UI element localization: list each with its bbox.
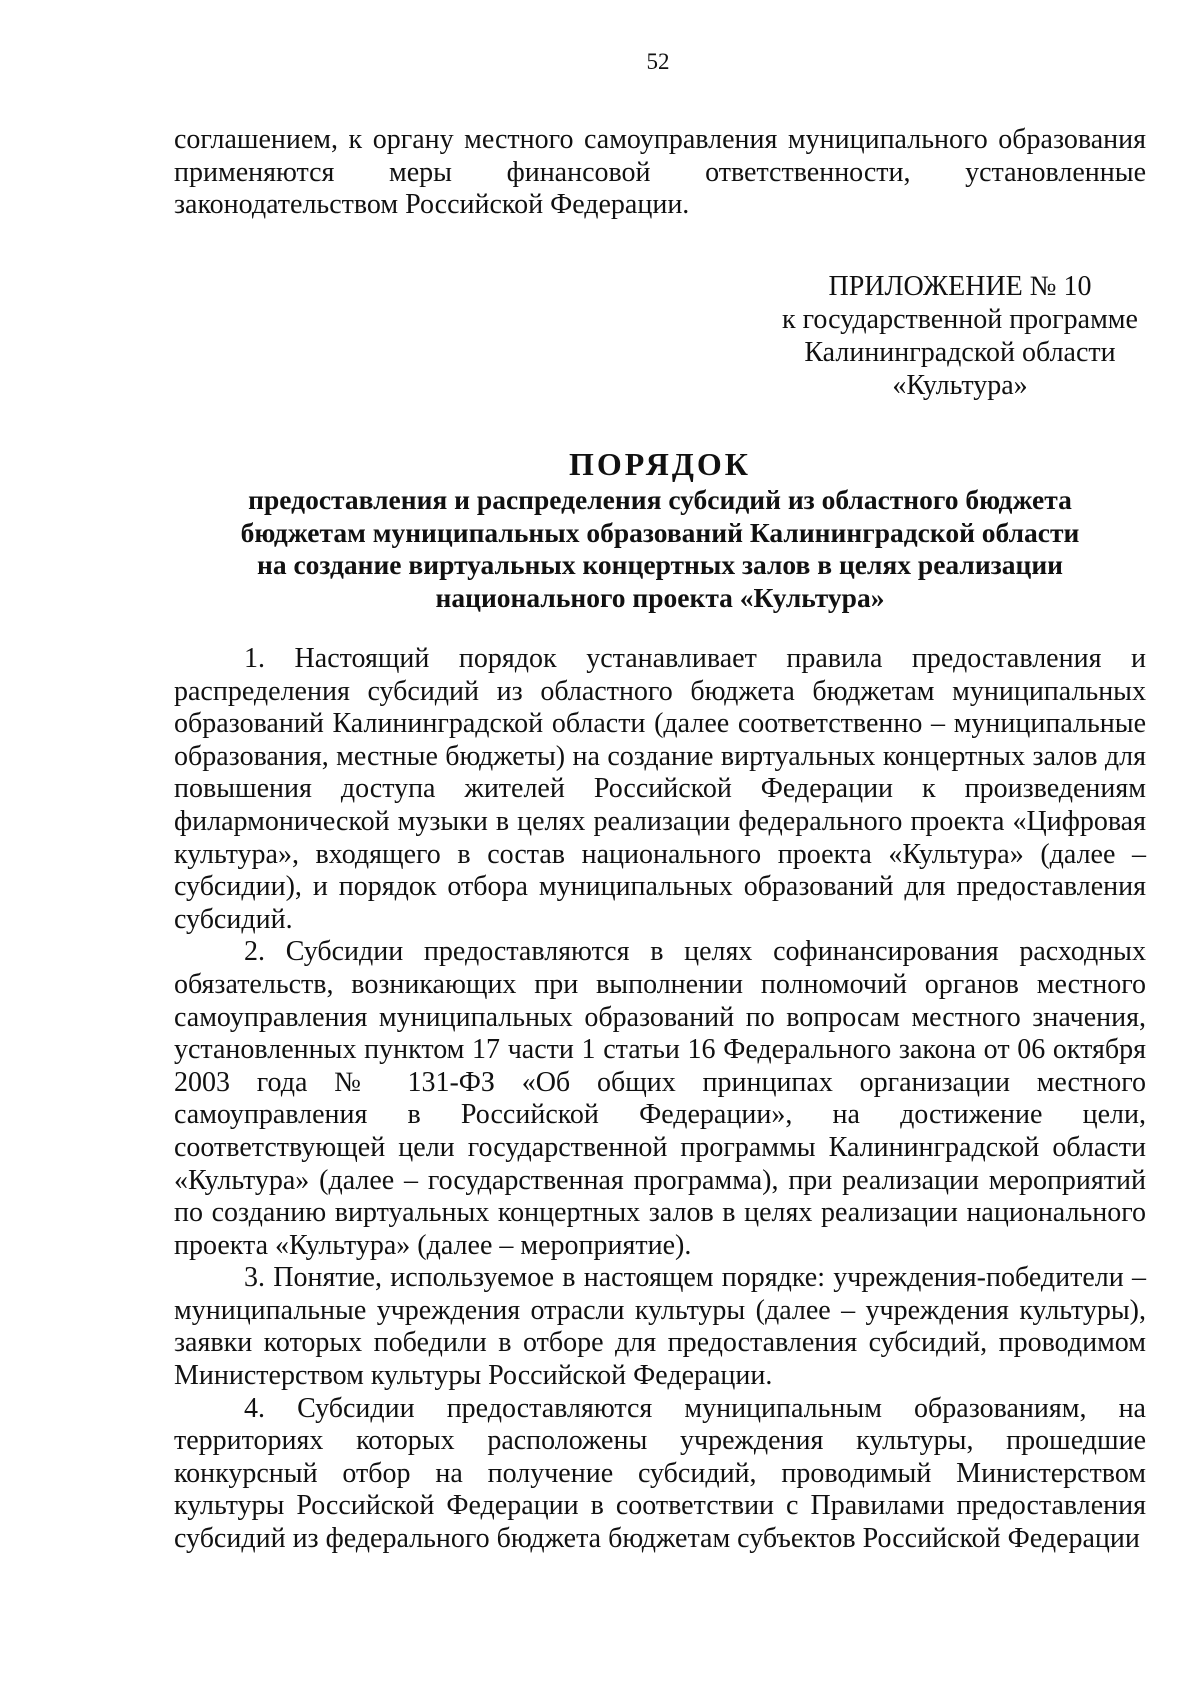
- paragraph-4: 4. Субсидии предоставляются муниципальным образованиям, на территориях которых расположены учреждения культуры, прошедшие конкурсный отбор на получение субсидий, проводимый Министерством культуры Российской Федерации в соответствии с Правилами предоставления субсидий из федерального бюджета бюджетам субъектов Российской Федерации: [174, 1392, 1146, 1555]
- page-number: 52: [646, 49, 670, 74]
- body-text: [174, 643, 1146, 1556]
- title-line-1: предоставления и распределения субсидий из областного бюджета: [248, 484, 1072, 515]
- appendix-program-ref: к государственной программе: [782, 304, 1138, 335]
- appendix-program-name: «Культура»: [892, 370, 1028, 401]
- document-title: [174, 444, 1146, 614]
- appendix-header: [760, 270, 1160, 402]
- title-line-4: национального проекта «Культура»: [435, 581, 885, 613]
- paragraph-1: 1. Настоящий порядок устанавливает правила предоставления и распределения субсидий из областного бюджета бюджетам муниципальных образований Калининградской области (далее соответственно – муниципальные образования, местные бюджеты) на создание виртуальных концертных залов для повышения доступа жителей Российской Федерации к произведениям филармонической музыки в целях реализации федерального проекта «Цифровая культура», входящего в состав национального проекта «Культура» (далее – субсидии), и порядок отбора муниципальных образований для предоставления субсидий.: [174, 643, 1146, 935]
- title-line-2: бюджетам муниципальных образований Калининградской области: [240, 516, 1080, 548]
- title-heading: ПОРЯДОК: [569, 446, 751, 482]
- appendix-region: Калининградской области: [804, 337, 1116, 368]
- title-line-3: на создание виртуальных концертных залов в целях реализации: [256, 549, 1064, 580]
- continuation-paragraph: соглашением, к органу местного самоуправления муниципального образования применяются меры финансовой ответственности, установленные законодательством Российской Федерации.: [174, 124, 1146, 221]
- appendix-number: ПРИЛОЖЕНИЕ № 10: [828, 271, 1092, 302]
- paragraph-3: 3. Понятие, используемое в настоящем порядке: учреждения-победители – муниципальные учреждения отрасли культуры (далее – учреждения культуры), заявки которых победили в отборе для предоставления субсидий, проводимом Министерством культуры Российской Федерации.: [174, 1262, 1146, 1392]
- continuation-block: [174, 124, 1146, 222]
- paragraph-2: 2. Субсидии предоставляются в целях софинансирования расходных обязательств, возникающих при выполнении полномочий органов местного самоуправления муниципальных образований по вопросам местного значения, установленных пунктом 17 части 1 статьи 16 Федерального закона от 06 октября 2003 года № 131-ФЗ «Об общих принципах организации местного самоуправления в Российской Федерации», на достижение цели, соответствующей цели государственной программы Калининградской области «Культура» (далее – государственная программа), при реализации мероприятий по созданию виртуальных концертных залов в целях реализации национального проекта «Культура» (далее – мероприятие).: [174, 936, 1146, 1261]
